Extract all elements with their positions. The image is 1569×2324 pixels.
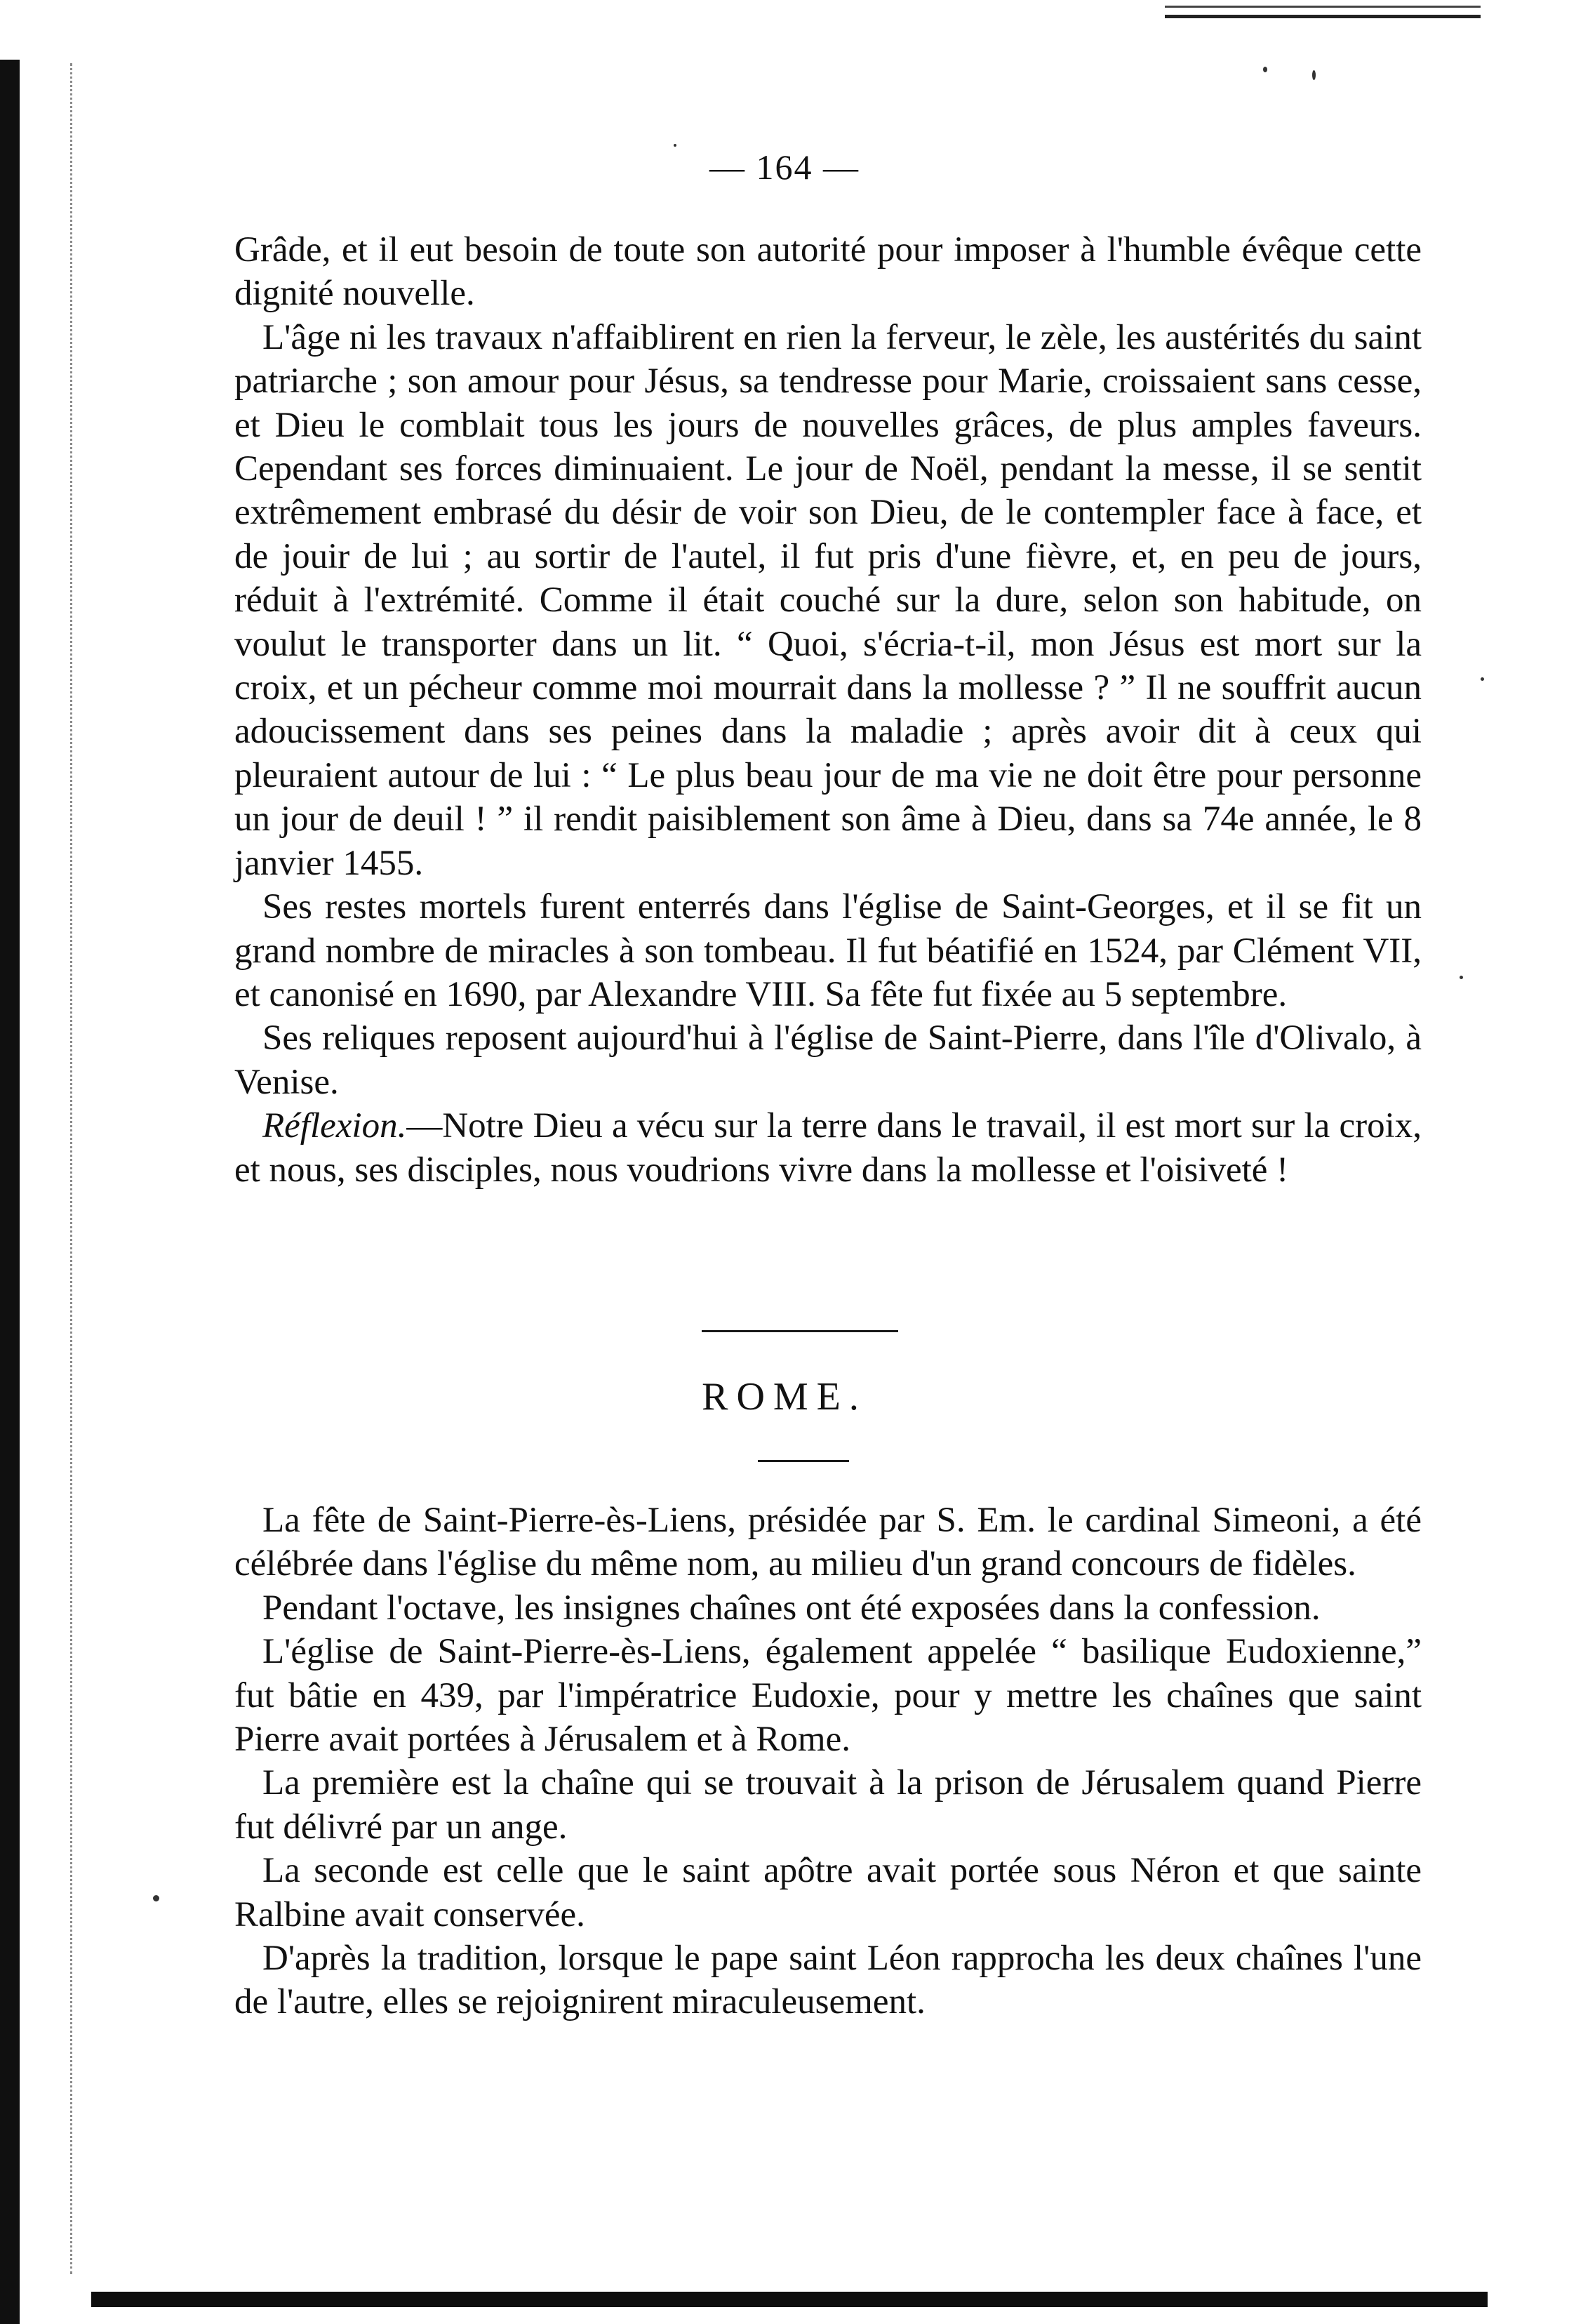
section-text — [234, 1499, 1422, 2024]
main-text — [234, 228, 1422, 1192]
page-number: — 164 — — [709, 147, 860, 187]
scan-speck — [1481, 677, 1484, 681]
scan-speck — [1312, 70, 1316, 80]
reflexion-text: —Notre Dieu a vécu sur la terre dans le travail, il est mort sur la croix, et nous, ses disciples, nous voudrions vivre dans la mollesse et l'oisiveté ! — [234, 1106, 1422, 1190]
paragraph: La seconde est celle que le saint apôtre avait portée sous Néron et que sainte Ralbine avait conservée. — [234, 1851, 1422, 1934]
scan-bottom-border — [91, 2292, 1488, 2307]
paragraph: La première est la chaîne qui se trouvait à la prison de Jérusalem quand Pierre fut délivré par un ange. — [234, 1763, 1422, 1847]
paragraph: Ses restes mortels furent enterrés dans l'église de Saint-Georges, et il se fit un grand nombre de miracles à son tombeau. Il fut béatifié en 1524, par Clément VII, et canonisé en 1690, par Alexandre VIII. Sa fête fut fixée au 5 septembre. — [234, 887, 1422, 1014]
reflexion-label: Réflexion. — [262, 1106, 407, 1146]
section-divider-top — [702, 1330, 898, 1332]
paragraph: La fête de Saint-Pierre-ès-Liens, présidée par S. Em. le cardinal Simeoni, a été célébrée dans l'église du même nom, au milieu d'un grand concours de fidèles. — [234, 1501, 1422, 1584]
scan-speck — [1460, 976, 1463, 979]
paragraph: Grâde, et il eut besoin de toute son autorité pour imposer à l'humble évêque cette dignité nouvelle. — [234, 230, 1422, 314]
scan-left-dotted-margin — [70, 63, 76, 2274]
scan-top-rule — [1165, 6, 1481, 18]
scan-left-border — [0, 60, 20, 2324]
section-divider-bottom — [758, 1460, 849, 1462]
paragraph: D'après la tradition, lorsque le pape saint Léon rapprocha les deux chaînes l'une de l'autre, elles se rejoignirent miraculeusement. — [234, 1939, 1422, 2022]
scan-speck — [153, 1895, 159, 1901]
reflexion-paragraph — [234, 1104, 1422, 1192]
paragraph: L'âge ni les travaux n'affaiblirent en rien la ferveur, le zèle, les austérités du saint patriarche ; son amour pour Jésus, sa tendresse pour Marie, croissaient sans cesse, et Dieu le comblait tous les jours de nouvelles grâces, de plus amples faveurs. Cependant ses forces diminuaient. Le jour de Noël, pendant la messe, il se sentit extrêmement embrasé du désir de voir son Dieu, de le contempler face à face, et de jouir de lui ; au sortir de l'autel, il fut pris d'une fièvre, et, en peu de jours, réduit à l'extrémité. Comme il était couché sur la dure, selon son habitude, on voulut le transporter dans un lit. “ Quoi, s'écria-t-il, mon Jésus est mort sur la croix, et un pécheur comme moi mourrait dans la mollesse ? ” Il ne souffrit aucun adoucissement dans ses peines dans la maladie ; après avoir dit à ceux qui pleuraient autour de lui : “ Le plus beau jour de ma vie ne doit être pour personne un jour de deuil ! ” il rendit paisiblement son âme à Dieu, dans sa 74e année, le 8 janvier 1455. — [234, 317, 1422, 883]
section-title: ROME. — [702, 1375, 867, 1419]
paragraph: Pendant l'octave, les insignes chaînes ont été exposées dans la confession. — [262, 1588, 1321, 1628]
paragraph: Ses reliques reposent aujourd'hui à l'église de Saint-Pierre, dans l'île d'Olivalo, à Venise. — [234, 1018, 1422, 1102]
paragraph: L'église de Saint-Pierre-ès-Liens, également appelée “ basilique Eudoxienne,” fut bâtie en 439, par l'impératrice Eudoxie, pour y mettre les chaînes que saint Pierre avait portées à Jérusalem et à Rome. — [234, 1632, 1422, 1760]
scan-speck — [1263, 67, 1267, 72]
